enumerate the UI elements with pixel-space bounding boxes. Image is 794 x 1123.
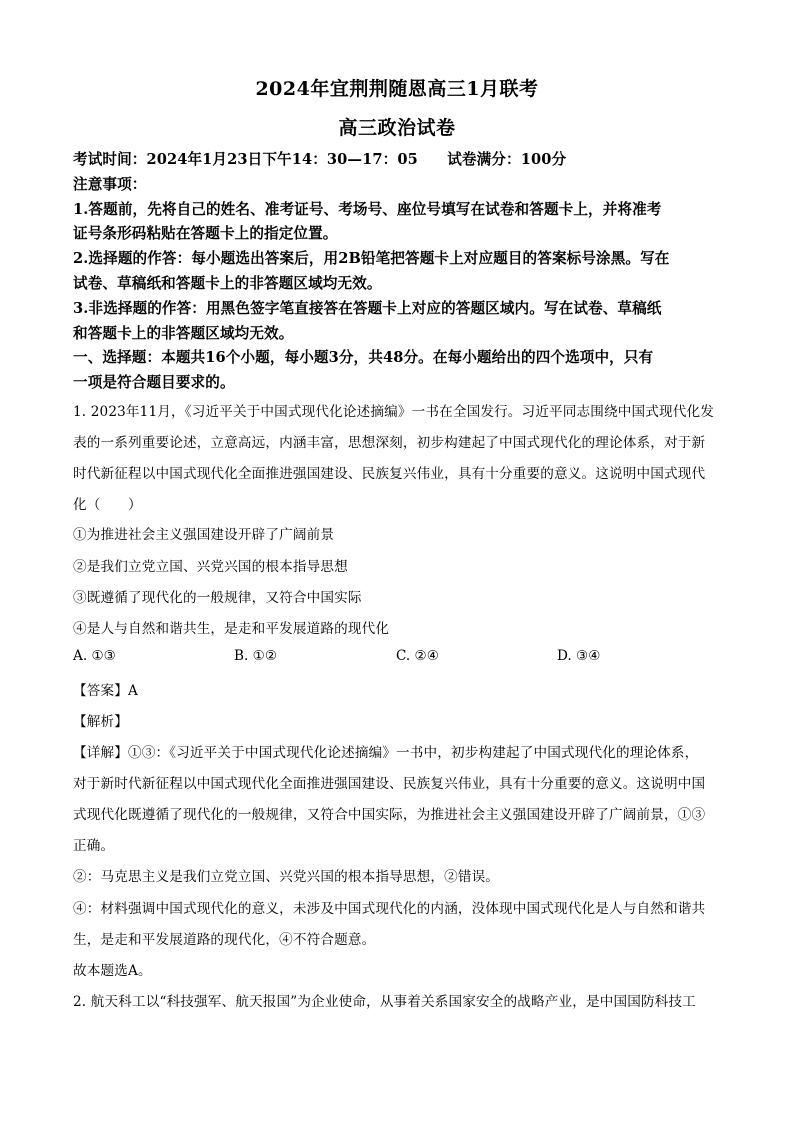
q1-option-d: D. ③④ <box>557 648 601 664</box>
notice-line: 试卷、草稿纸和答题卡上的非答题区域均无效。 <box>73 275 382 292</box>
q1-option-c: C. ②④ <box>396 648 439 664</box>
exam-info: 考试时间：2024年1月23日下午14：30—17：05 试卷满分：100分 <box>73 151 567 168</box>
q1-stem-line: 时代新征程以中国式现代化全面推进强国建设、民族复兴伟业，具有十分重要的意义。这说明中国式现代 <box>73 466 706 482</box>
q1-option-a: A. ①③ <box>73 648 116 664</box>
notice-line: 2.选择题的作答：每小题选出答案后，用2B铅笔把答题卡上对应题目的答案标号涂黑。写在 <box>73 250 670 267</box>
q1-detail-line: 式现代化既遵循了现代化的一般规律，又符合中国实际，为推进社会主义强国建设开辟了广阔前景，①③ <box>73 807 706 823</box>
section-heading: 一、选择题：本题共16个小题，每小题3分，共48分。在每小题给出的四个选项中，只有 <box>73 349 654 366</box>
q1-detail-line: ④：材料强调中国式现代化的意义，未涉及中国式现代化的内涵，没体现中国式现代化是人与自然和谐共 <box>73 901 706 917</box>
q1-option-b: B. ①② <box>234 648 278 664</box>
q1-detail-line: 正确。 <box>73 838 115 854</box>
q1-statement: ①为推进社会主义强国建设开辟了广阔前景 <box>73 527 335 543</box>
exam-title: 2024年宜荆荆随恩高三1月联考 <box>255 78 539 100</box>
notice-line: 3.非选择题的作答：用黑色签字笔直接答在答题卡上对应的答题区域内。写在试卷、草稿纸 <box>73 300 662 317</box>
q2-stem-line: 2. 航天科工以“科技强军、航天报国”为企业使命，从事着关系国家安全的战略产业，是中国国防科技工 <box>73 994 696 1010</box>
q1-detail-line <box>73 741 733 761</box>
q1-analysis-tag: 【解析】 <box>73 714 128 730</box>
notice-heading: 注意事项： <box>73 176 147 193</box>
q1-stem-line: 1. 2023年11月，《习近平关于中国式现代化论述摘编》一书在全国发行。习近平同志围绕中国式现代化发 <box>73 404 714 420</box>
section-heading: 一项是符合题目要求的。 <box>73 374 235 391</box>
q1-stem-line: 化（ ） <box>73 497 142 513</box>
q1-statement: ④是人与自然和谐共生，是走和平发展道路的现代化 <box>73 621 390 637</box>
q1-detail-line: 故本题选A。 <box>73 963 152 979</box>
exam-subtitle: 高三政治试卷 <box>338 117 456 139</box>
answer-tag: 【答案】 <box>73 683 128 699</box>
q1-detail-line: 对于新时代新征程以中国式现代化全面推进强国建设、民族复兴伟业，具有十分重要的意义。这说明中国 <box>73 776 706 792</box>
notice-line: 证号条形码粘贴在答题卡上的指定位置。 <box>73 225 338 242</box>
q1-detail-line: ②：马克思主义是我们立党立国、兴党兴国的根本指导思想，②错误。 <box>73 869 500 885</box>
q1-detail-line: 生，是走和平发展道路的现代化，④不符合题意。 <box>73 932 376 948</box>
q1-answer <box>73 679 733 699</box>
detail-text: ①③：《习近平关于中国式现代化论述摘编》一书中，初步构建起了中国式现代化的理论体系， <box>127 745 699 761</box>
q1-statement: ③既遵循了现代化的一般规律，又符合中国实际 <box>73 590 362 606</box>
detail-tag: 【详解】 <box>73 745 128 761</box>
notice-line: 和答题卡上的非答题区域均无效。 <box>73 325 294 342</box>
q1-statement: ②是我们立党立国、兴党兴国的根本指导思想 <box>73 559 348 575</box>
q1-stem-line: 表的一系列重要论述，立意高远，内涵丰富，思想深刻，初步构建起了中国式现代化的理论体系，对于新 <box>73 435 706 451</box>
answer-value: A <box>127 683 138 699</box>
notice-line: 1.答题前，先将自己的姓名、准考证号、考场号、座位号填写在试卷和答题卡上，并将准考 <box>73 201 662 218</box>
